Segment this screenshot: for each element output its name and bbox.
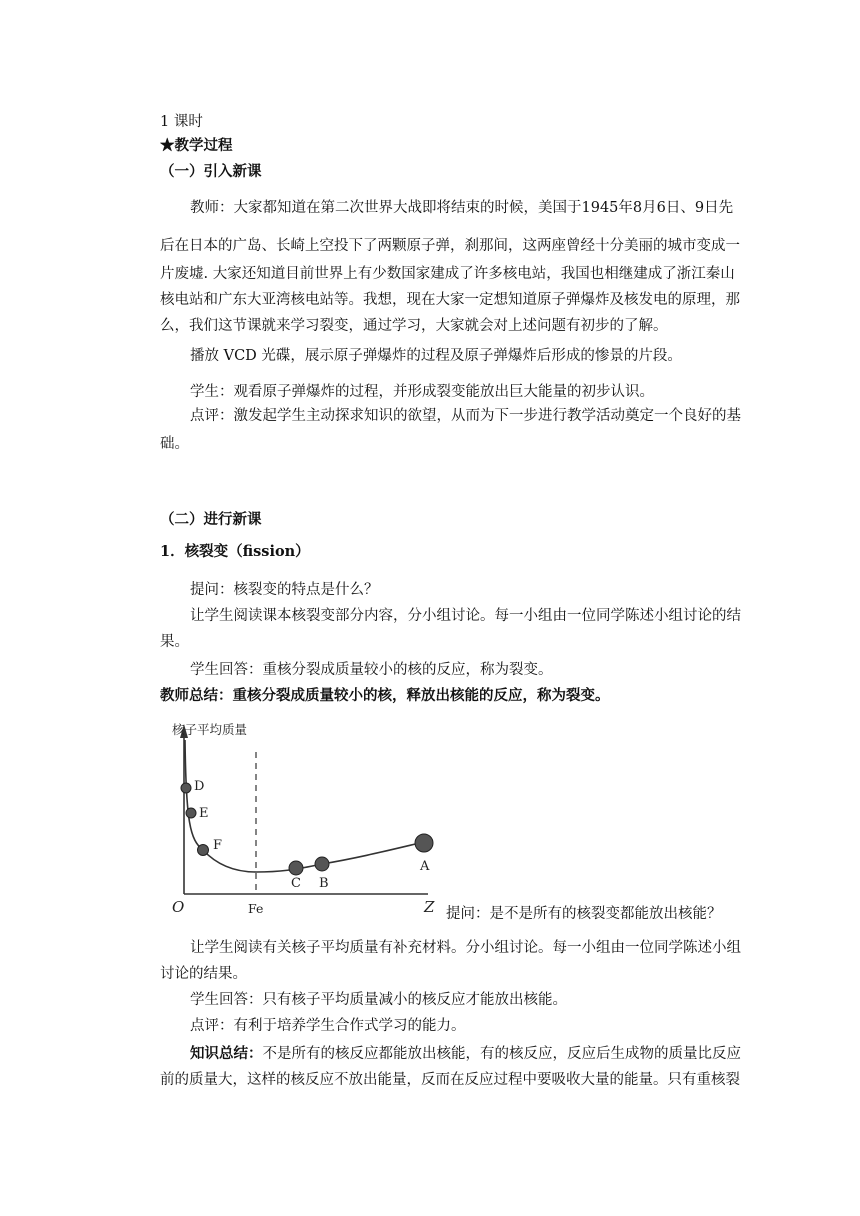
teacher-summary-1: 教师总结：重核分裂成质量较小的核，释放出核能的反应，称为裂变。	[160, 687, 610, 704]
point-c-marker	[289, 861, 303, 875]
paragraph-intro-line4: 核电站和广东大亚湾核电站等。我想，现在大家一定想知道原子弹爆炸及核发电的原理，那	[160, 292, 740, 308]
point-b-marker	[315, 857, 329, 871]
question-all-fission-energy: 提问：是不是所有的核裂变都能放出核能？	[446, 906, 722, 922]
nucleon-mass-figure	[158, 712, 446, 920]
knowledge-summary-line2: 前的质量大，这样的核反应不放出能量，反而在反应过程中要吸收大量的能量。只有重核裂	[160, 1072, 740, 1088]
point-d-marker	[181, 783, 191, 793]
point-a-label: A	[420, 859, 430, 874]
student-answer-2: 学生回答：只有核子平均质量减小的核反应才能放出核能。	[190, 992, 567, 1008]
knowledge-summary-label: 知识总结：	[190, 1045, 263, 1062]
subsection-fission-title: 1．核裂变（fission）	[160, 543, 310, 560]
y-axis-label: 核子平均质量	[172, 722, 248, 737]
fe-label: Fe	[248, 901, 264, 916]
part2-title: （二）进行新课	[160, 511, 262, 528]
point-e-label: E	[199, 806, 209, 821]
paragraph-intro-line2: 后在日本的广岛、长崎上空投下了两颗原子弹，刹那间，这两座曾经十分美丽的城市变成一	[160, 238, 740, 254]
x-axis-label: Z	[424, 898, 435, 916]
student-answer-1: 学生回答：重核分裂成质量较小的核的反应，称为裂变。	[190, 662, 553, 678]
knowledge-summary-line1	[190, 1044, 741, 1064]
point-c-label: C	[291, 876, 301, 891]
comment-2: 点评：有利于培养学生合作式学习的能力。	[190, 1018, 466, 1034]
paragraph-comment1-line2: 础。	[160, 436, 189, 452]
paragraph-read-line2: 果。	[160, 634, 189, 650]
paragraph-vcd: 播放 VCD 光碟，展示原子弹爆炸的过程及原子弹爆炸后形成的惨景的片段。	[190, 348, 682, 364]
paragraph-read2-line2: 讨论的结果。	[160, 966, 247, 982]
part1-title: （一）引入新课	[160, 163, 262, 180]
period-label: 1 课时	[160, 114, 203, 130]
point-f-marker	[198, 845, 209, 856]
point-b-label: B	[319, 876, 329, 891]
section-title: ★教学过程	[160, 137, 233, 154]
point-f-label: F	[213, 838, 223, 853]
origin-label: O	[172, 898, 185, 916]
point-c	[289, 861, 303, 891]
paragraph-intro-line5: 么，我们这节课就来学习裂变，通过学习，大家就会对上述问题有初步的了解。	[160, 318, 668, 334]
paragraph-intro-line1: 教师：大家都知道在第二次世界大战即将结束的时候，美国于1945年8月6日、9日先	[190, 200, 734, 216]
question-fission-feature: 提问：核裂变的特点是什么？	[190, 582, 379, 598]
knowledge-summary-text: 不是所有的核反应都能放出核能，有的核反应，反应后生成物的质量比反应	[262, 1046, 741, 1062]
paragraph-comment1-line1: 点评：激发起学生主动探求知识的欲望，从而为下一步进行教学活动奠定一个良好的基	[190, 408, 741, 424]
point-a-marker	[415, 834, 433, 852]
paragraph-student-watch: 学生：观看原子弹爆炸的过程，并形成裂变能放出巨大能量的初步认识。	[190, 384, 654, 400]
point-d-label: D	[194, 779, 205, 794]
point-e-marker	[186, 808, 196, 818]
paragraph-read2-line1: 让学生阅读有关核子平均质量有补充材料。分小组讨论。每一小组由一位同学陈述小组	[190, 940, 741, 956]
paragraph-read-line1: 让学生阅读课本核裂变部分内容，分小组讨论。每一小组由一位同学陈述小组讨论的结	[190, 608, 741, 624]
paragraph-intro-line3: 片废墟. 大家还知道目前世界上有少数国家建成了许多核电站，我国也相继建成了浙江秦山	[160, 266, 735, 282]
